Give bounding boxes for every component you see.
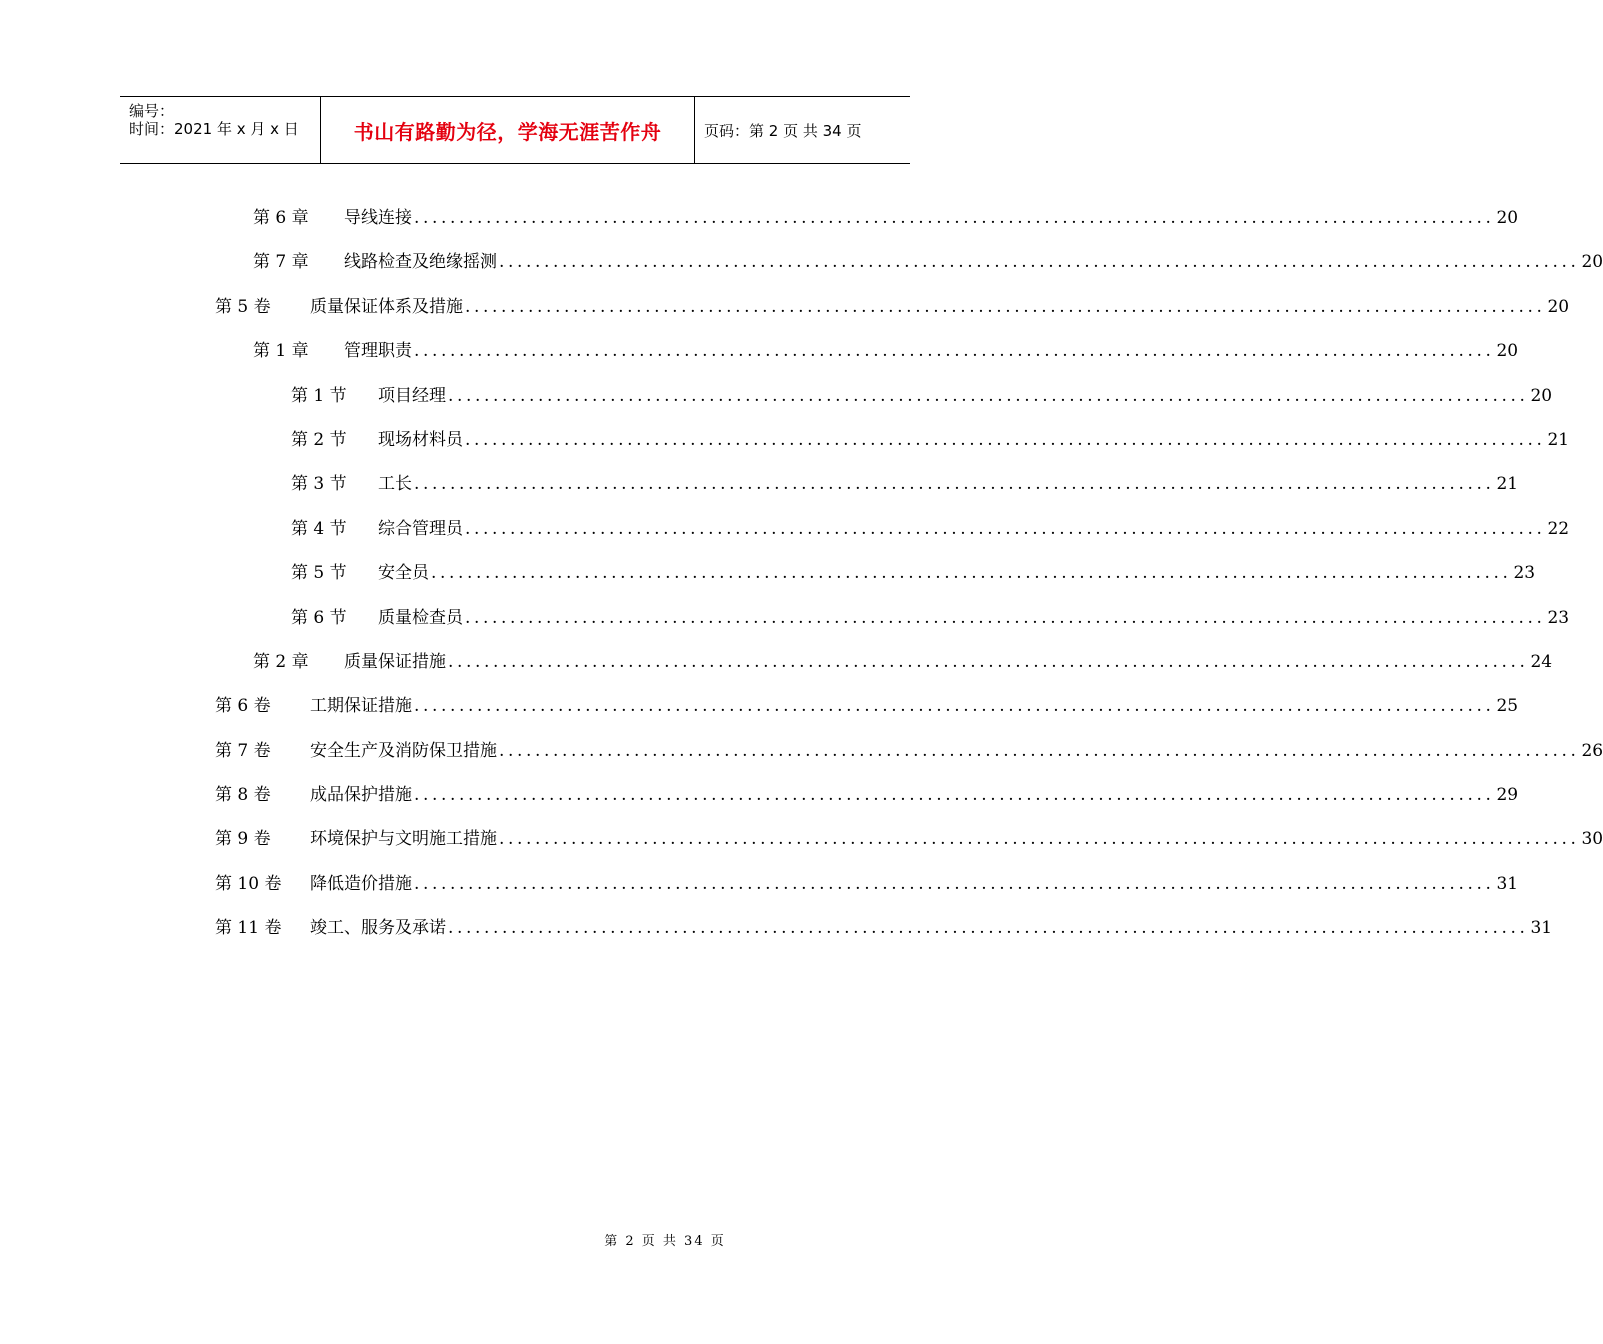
toc-entry-line xyxy=(310,684,1519,728)
toc-entry-title: 安全员 xyxy=(378,563,429,584)
toc-entry-title: 质量保证措施 xyxy=(344,651,446,672)
toc-entry[interactable] xyxy=(0,862,1519,906)
toc-entry-title: 综合管理员 xyxy=(378,518,463,539)
toc-entry-title: 环境保护与文明施工措施 xyxy=(310,829,497,850)
toc-entry-number: 第 5 节 xyxy=(291,563,347,584)
page-header xyxy=(120,96,910,164)
toc-entry-line xyxy=(310,285,1570,329)
toc-entry-line xyxy=(344,196,1519,240)
toc-entry-title: 竣工、服务及承诺 xyxy=(310,918,446,939)
toc-dot-leader: ........................................................................................................................ xyxy=(414,696,1495,717)
toc-entry-title: 工长 xyxy=(378,474,412,495)
toc-entry[interactable] xyxy=(0,773,1519,817)
toc-entry-title: 质量检查员 xyxy=(378,607,463,628)
toc-entry-page: 29 xyxy=(1496,785,1519,806)
toc-entry-page: 31 xyxy=(1530,918,1553,939)
header-page-cell xyxy=(695,97,910,163)
toc-entry-line xyxy=(378,374,1553,418)
toc-entry-number: 第 2 章 xyxy=(253,651,309,672)
toc-entry-page: 21 xyxy=(1547,429,1570,450)
toc-entry-page: 31 xyxy=(1496,873,1519,894)
toc-entry-line xyxy=(310,729,1603,773)
toc-dot-leader: ........................................................................................................................ xyxy=(499,829,1580,850)
toc-entry-number: 第 6 章 xyxy=(253,208,309,228)
toc-entry-line xyxy=(310,906,1553,950)
toc-entry-page: 21 xyxy=(1496,474,1519,495)
toc-entry[interactable] xyxy=(0,418,1570,462)
toc-entry[interactable] xyxy=(0,374,1553,418)
toc-entry-number: 第 1 节 xyxy=(291,385,347,406)
page-code: 页码：第 2 页 共 34 页 xyxy=(704,121,862,140)
toc-entry-title: 降低造价措施 xyxy=(310,873,412,894)
table-of-contents xyxy=(0,196,1603,951)
toc-entry-number: 第 3 节 xyxy=(291,474,347,495)
toc-entry-page: 23 xyxy=(1513,563,1536,584)
motto-text: 书山有路勤为径，学海无涯苦作舟 xyxy=(353,119,662,144)
toc-entry-line xyxy=(310,862,1519,906)
toc-entry[interactable] xyxy=(0,329,1519,373)
toc-entry-page: 20 xyxy=(1581,252,1603,273)
toc-entry-number: 第 9 卷 xyxy=(215,829,271,850)
toc-entry[interactable] xyxy=(0,551,1536,595)
toc-entry-line xyxy=(344,640,1553,684)
toc-entry-number: 第 5 卷 xyxy=(215,296,271,317)
toc-dot-leader: ........................................................................................................................ xyxy=(414,873,1495,894)
toc-entry[interactable] xyxy=(0,684,1519,728)
toc-dot-leader: ........................................................................................................................ xyxy=(448,651,1529,672)
toc-entry-number: 第 2 节 xyxy=(291,429,347,450)
toc-entry-line xyxy=(344,240,1603,284)
toc-entry-number: 第 11 卷 xyxy=(215,918,282,939)
toc-entry-number: 第 6 节 xyxy=(291,607,347,628)
toc-entry-title: 安全生产及消防保卫措施 xyxy=(310,740,497,761)
toc-entry-line xyxy=(378,418,1570,462)
toc-entry-page: 20 xyxy=(1530,385,1553,406)
toc-dot-leader: ........................................................................................................................ xyxy=(465,607,1546,628)
toc-entry-page: 30 xyxy=(1581,829,1603,850)
toc-entry-page: 25 xyxy=(1496,696,1519,717)
toc-entry-page: 20 xyxy=(1496,208,1519,228)
toc-dot-leader: ........................................................................................................................ xyxy=(499,740,1580,761)
toc-dot-leader: ........................................................................................................................ xyxy=(414,785,1495,806)
toc-dot-leader: ........................................................................................................................ xyxy=(448,918,1529,939)
toc-entry[interactable] xyxy=(0,640,1553,684)
toc-entry-page: 22 xyxy=(1547,518,1570,539)
toc-dot-leader: ........................................................................................................................ xyxy=(414,208,1495,228)
toc-entry-title: 质量保证体系及措施 xyxy=(310,296,463,317)
toc-entry-title: 成品保护措施 xyxy=(310,785,412,806)
footer-page-text: 第 2 页 共 34 页 xyxy=(604,1234,726,1249)
toc-entry-title: 项目经理 xyxy=(378,385,446,406)
toc-entry-number: 第 6 卷 xyxy=(215,696,271,717)
toc-dot-leader: ........................................................................................................................ xyxy=(465,429,1546,450)
toc-entry-line xyxy=(378,462,1519,506)
toc-entry-number: 第 1 章 xyxy=(253,341,309,362)
toc-entry-page: 24 xyxy=(1530,651,1553,672)
toc-entry-line xyxy=(310,773,1519,817)
toc-dot-leader: ........................................................................................................................ xyxy=(465,296,1546,317)
toc-entry-number: 第 7 卷 xyxy=(215,740,271,761)
toc-entry-line xyxy=(344,329,1519,373)
toc-entry[interactable] xyxy=(0,817,1603,861)
toc-entry-line xyxy=(378,507,1570,551)
toc-dot-leader: ........................................................................................................................ xyxy=(499,252,1580,273)
time-label: 时间：2021 年 x 月 x 日 xyxy=(129,120,299,138)
toc-entry-page: 26 xyxy=(1581,740,1603,761)
toc-entry-page: 20 xyxy=(1496,341,1519,362)
toc-dot-leader: ........................................................................................................................ xyxy=(414,341,1495,362)
toc-entry-number: 第 8 卷 xyxy=(215,785,271,806)
toc-entry-line xyxy=(310,817,1603,861)
toc-entry[interactable] xyxy=(0,596,1570,640)
toc-entry-number: 第 4 节 xyxy=(291,518,347,539)
toc-entry-line xyxy=(378,596,1570,640)
toc-entry-number: 第 10 卷 xyxy=(215,873,282,894)
toc-dot-leader: ........................................................................................................................ xyxy=(448,385,1529,406)
toc-entry-title: 工期保证措施 xyxy=(310,696,412,717)
toc-entry[interactable] xyxy=(0,462,1519,506)
toc-entry[interactable] xyxy=(0,285,1570,329)
toc-dot-leader: ........................................................................................................................ xyxy=(465,518,1546,539)
toc-entry[interactable] xyxy=(0,507,1570,551)
toc-entry-title: 导线连接 xyxy=(344,208,412,228)
header-meta-cell xyxy=(120,97,321,163)
serial-label: 编号： xyxy=(129,102,175,120)
toc-entry-page: 23 xyxy=(1547,607,1570,628)
header-motto-cell xyxy=(321,97,695,163)
toc-entry[interactable] xyxy=(0,240,1603,284)
toc-entry-line xyxy=(378,551,1536,595)
page-footer xyxy=(0,1230,950,1249)
toc-entry-title: 现场材料员 xyxy=(378,429,463,450)
toc-entry-title: 线路检查及绝缘摇测 xyxy=(344,252,497,273)
toc-entry[interactable] xyxy=(0,906,1553,950)
toc-entry-page: 20 xyxy=(1547,296,1570,317)
toc-entry-title: 管理职责 xyxy=(344,341,412,362)
toc-entry-number: 第 7 章 xyxy=(253,252,309,273)
toc-entry[interactable] xyxy=(0,196,1519,240)
toc-dot-leader: ........................................................................................................................ xyxy=(431,563,1512,584)
toc-entry[interactable] xyxy=(0,729,1603,773)
toc-dot-leader: ........................................................................................................................ xyxy=(414,474,1495,495)
